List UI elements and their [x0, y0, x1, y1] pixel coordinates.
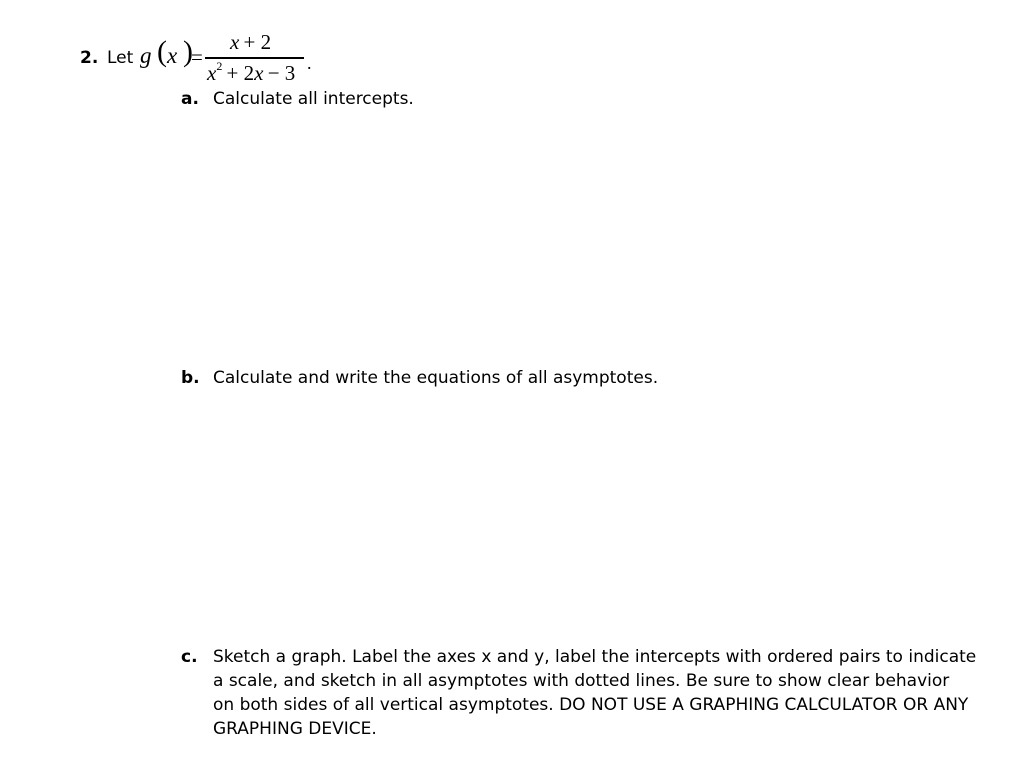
problem-number: 2. [80, 48, 99, 68]
problem-intro: Let [107, 48, 134, 68]
numerator-variable: x [230, 30, 240, 54]
part-c-line: GRAPHING DEVICE. [213, 719, 377, 739]
part-b-label: b. [181, 368, 200, 388]
part-c-line: a scale, and sketch in all asymptotes with dotted lines. Be sure to show clear behavior [213, 671, 950, 691]
denominator-exponent: 2 [216, 59, 223, 73]
denominator-variable-2: x [254, 61, 264, 85]
definition-period: . [307, 53, 312, 73]
part-a-text: Calculate all intercepts. [213, 89, 414, 109]
denominator-middle: + 2 [226, 61, 255, 85]
part-c-label: c. [181, 647, 198, 667]
function-name: g [140, 43, 152, 68]
function-variable: x [167, 43, 178, 68]
fraction-denominator [207, 61, 295, 86]
equals-sign: = [191, 45, 203, 69]
numerator-rest: + 2 [243, 30, 272, 54]
part-b-text: Calculate and write the equations of all asymptotes. [213, 368, 659, 388]
part-c-line: Sketch a graph. Label the axes x and y, label the intercepts with ordered pairs to indicate [213, 647, 977, 667]
part-a-label: a. [181, 89, 199, 109]
part-c-text [213, 645, 977, 741]
denominator-tail: − 3 [267, 61, 296, 85]
open-paren: ( [157, 35, 167, 68]
denominator-variable-1: x [207, 61, 217, 85]
fraction-numerator [230, 30, 271, 55]
close-paren: ) [183, 35, 193, 68]
part-c-line: on both sides of all vertical asymptotes. DO NOT USE A GRAPHING CALCULATOR OR ANY [213, 695, 969, 715]
